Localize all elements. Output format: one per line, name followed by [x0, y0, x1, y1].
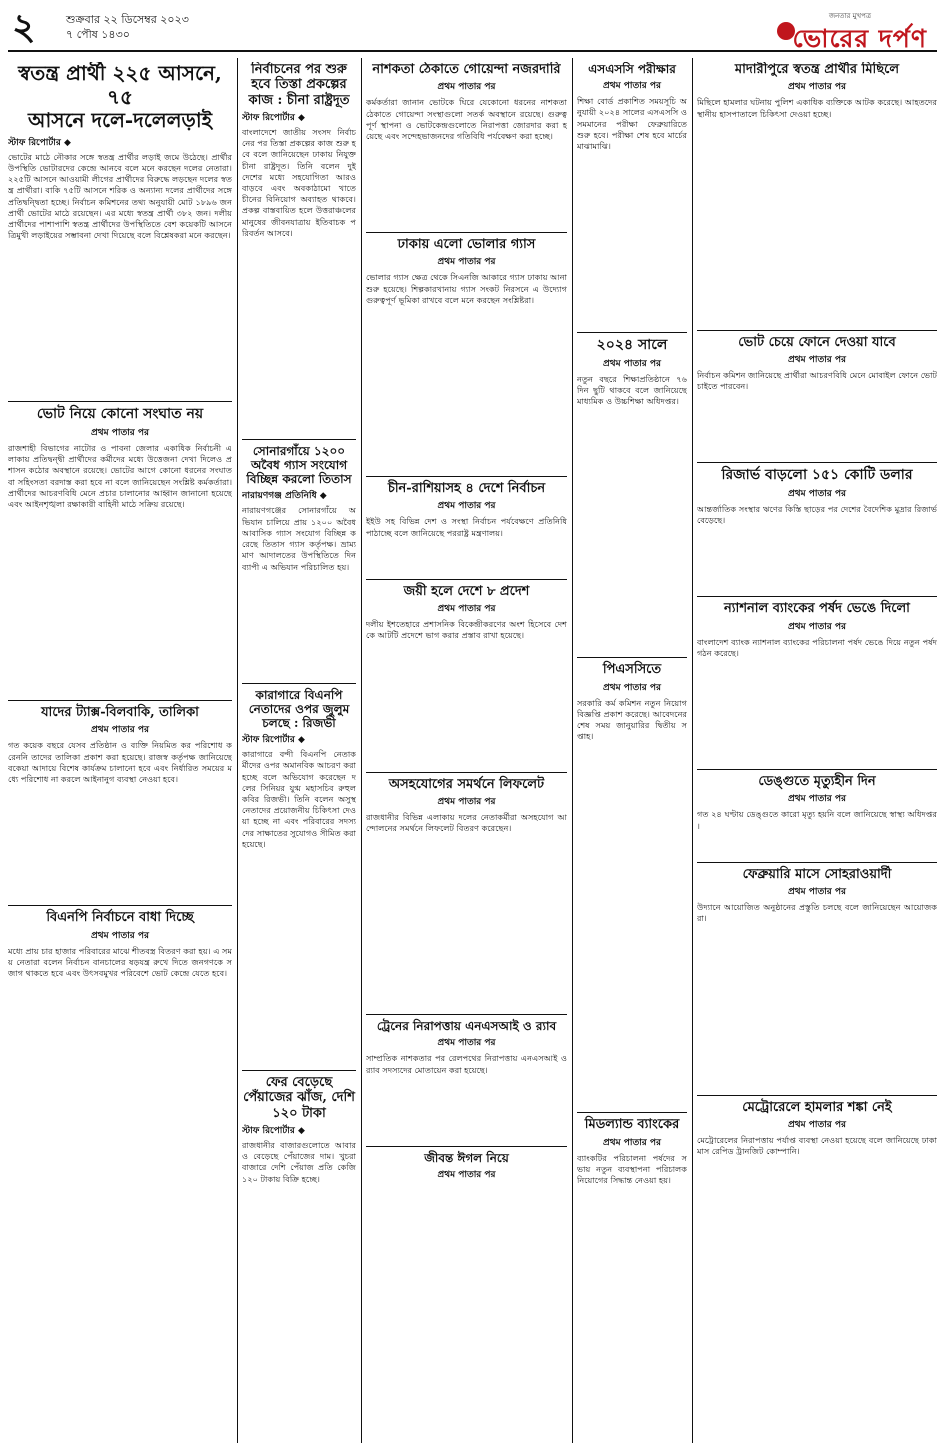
continued-label: প্রথম পাতার পর — [91, 930, 149, 941]
article-headline: নাশকতা ঠেকাতে গোয়েন্দা নজরদারি — [372, 62, 561, 77]
article-box — [366, 476, 567, 539]
continued-label: প্রথম পাতার পর — [788, 82, 846, 93]
article-box — [8, 905, 232, 979]
article-body: রাজশাহী বিভাগের নাটোর ও পাবনা জেলার একাধিক নির্বাচনী এলাকায় প্রতিদ্বন্দ্বী প্রার্থীদের কর্মীদের মধ্যে উত্তেজনা দেখা দিলেও প্রশাসন কঠোর অবস্থানে রয়েছে। ভোটের আগে কোনো ধরনের সংঘাত বা সহিংসতা বরদাস্ত করা হবে না বলে জানিয়েছেন সংশ্লিষ্ট কর্মকর্তারা। প্রার্থীদের আচরণবিধি মেনে প্রচার চালানোর আহ্বান জানানো হয়েছে এবং আইনশৃঙ্খলা রক্ষাকারী বাহিনী মাঠে সক্রিয় রয়েছে। — [8, 442, 232, 509]
article-box — [242, 439, 356, 573]
column-divider — [572, 58, 573, 1443]
article-headline: ফেব্রুয়ারি মাসে সোহরাওয়ার্দী — [742, 866, 892, 882]
article-headline: ডেঙ্গুতে মৃত্যুহীন দিন — [758, 774, 876, 790]
article-box — [366, 1014, 567, 1076]
continued-label: প্রথম পাতার পর — [91, 725, 149, 736]
article-headline: মিডল্যান্ড ব্যাংকের — [584, 1117, 680, 1133]
article-body: মধ্যে প্রায় চার হাজার পরিবারের মাঝে শীতবস্ত্র বিতরণ করা হয়। এ সময় নেতারা বলেন নির্বাচন বানচালের ষড়যন্ত্র রুখে দিতে জনগণকে সজাগ থাকতে হবে এবং উৎসবমুখর পরিবেশে ভোট কেন্দ্রে যেতে হবে। — [8, 945, 232, 979]
article-body: আন্তর্জাতিক সংস্থার ঋণের কিস্তি ছাড়ের পর দেশের বৈদেশিক মুদ্রার রিজার্ভ বেড়েছে। — [697, 503, 937, 526]
article-box — [577, 332, 687, 407]
article-headline: অসহযোগের সমর্থনে লিফলেট — [388, 776, 545, 792]
brand-logo — [761, 10, 931, 53]
article-body: দলীয় ইশতেহারে প্রশাসনিক বিকেন্দ্রীকরণের অংশ হিসেবে দেশকে আটটি প্রদেশে ভাগ করার প্রস্তাব রাখা হয়েছে। — [366, 619, 567, 641]
article-body: বাংলাদেশে জাতীয় সংসদ নির্বাচনের পর তিস্তা প্রকল্পের কাজ শুরু হবে বলে জানিয়েছেন ঢাকায় নিযুক্ত চীনা রাষ্ট্রদূত। তিনি বলেন দুই দেশের মধ্যে সহযোগিতা আরও বাড়বে এবং অবকাঠামো খাতে চীনের বিনিয়োগ অব্যাহত থাকবে। প্রকল্প বাস্তবায়িত হলে উত্তরাঞ্চলের মানুষের জীবনযাত্রায় ইতিবাচক পরিবর্তন আসবে। — [242, 126, 356, 238]
article-body: শিক্ষা বোর্ড প্রকাশিত সময়সূচি অনুযায়ী ২০২৪ সালের এসএসসি ও সমমানের পরীক্ষা ফেব্রুয়ারিতে শুরু হবে। পরীক্ষা শেষ হবে মার্চের মাঝামাঝি। — [577, 96, 687, 151]
continued-label: প্রথম পাতার পর — [603, 1137, 661, 1148]
article-box — [366, 579, 567, 642]
lead-headline-line-2: আসনে দলে-দলেলড়াই — [27, 108, 213, 133]
continued-label: প্রথম পাতার পর — [788, 355, 846, 366]
article-body: সাম্প্রতিক নাশকতার পর রেলপথের নিরাপত্তায় এনএসআই ও র‌্যাব সদস্যদের মোতায়েন করা হয়েছে। — [366, 1053, 567, 1075]
page-number: ২ — [12, 6, 36, 48]
article-headline: ২০২৪ সালে — [596, 337, 668, 354]
article-headline: যাদের ট্যাক্স-বিলবাকি, তালিকা — [41, 705, 199, 721]
article-byline: স্টাফ রিপোর্টার ◆ — [242, 1125, 305, 1136]
date-gregorian: শুক্রবার ২২ ডিসেম্বর ২০২৩ — [66, 13, 189, 26]
newspaper-page — [8, 6, 937, 1445]
article-headline: ট্রেনের নিরাপত্তায় এনএসআই ও র‌্যাব — [376, 1019, 557, 1034]
article-headline: বিএনপি নির্বাচনে বাধা দিচ্ছে — [46, 910, 194, 926]
article-box — [8, 700, 232, 785]
lead-body: ভোটের মাঠে নৌকার সঙ্গে স্বতন্ত্র প্রার্থীর লড়াই জমে উঠেছে। প্রার্থীর উপস্থিতি ভোটারদের কেন্দ্রে আনবে বলে মনে করছেন দলের নেতারা। ২২৫টি আসনে আওয়ামী লীগের প্রার্থীদের বিরুদ্ধে লড়ছেন দলের স্বতন্ত্র প্রার্থীরা। বাকি ৭৫টি আসনে শরিক ও অন্যান্য দলের প্রার্থীদের সঙ্গে প্রতিদ্বন্দ্বিতা হচ্ছে। নির্বাচন কমিশনের তথ্য অনুযায়ী মোট ১৮৯৬ জন প্রার্থী ভোটের মাঠে রয়েছেন। এর মধ্যে স্বতন্ত্র প্রার্থী ৩৮২ জন। দলীয় প্রার্থীদের পাশাপাশি স্বতন্ত্র প্রার্থীদের উপস্থিতিতে বেশ কয়েকটি আসনে ত্রিমুখী লড়াইয়ের সম্ভাবনা দেখা দিয়েছে বলে বিশ্লেষকরা মনে করছেন। — [8, 151, 232, 241]
article-body: ব্যাংকটির পরিচালনা পর্ষদের সভায় নতুন ব্যবস্থাপনা পরিচালক নিয়োগের সিদ্ধান্ত নেওয়া হয়। — [577, 1152, 687, 1186]
article-body: গত কয়েক বছরে যেসব প্রতিষ্ঠান ও ব্যক্তি নিয়মিত কর পরিশোধ করেননি তাদের তালিকা প্রকাশ করা হয়েছে। রাজস্ব কর্তৃপক্ষ জানিয়েছে বকেয়া আদায়ে বিশেষ কার্যক্রম চালানো হবে এবং নির্ধারিত সময়ের মধ্যে পরিশোধ না করলে আইনানুগ ব্যবস্থা নেওয়া হবে। — [8, 740, 232, 785]
continued-label: প্রথম পাতার পর — [603, 358, 661, 369]
article-headline: কারাগারে বিএনপি নেতাদের ওপর জুলুম চলছে : রিজভী — [248, 687, 350, 731]
article-headline: ফের বেড়েছে পেঁয়াজের ঝাঁজ, দেশি ১২০ টাকা — [243, 1075, 355, 1121]
article-headline: জয়ী হলে দেশে ৮ প্রদেশ — [403, 583, 530, 599]
column-divider — [692, 58, 693, 1443]
article-body: কারাগারে বন্দী বিএনপি নেতাকর্মীদের ওপর অমানবিক আচরণ করা হচ্ছে বলে অভিযোগ করেছেন দলের সিনিয়র যুগ্ম মহাসচিব রুহুল কবির রিজভী। তিনি বলেন অসুস্থ নেতাদের প্রয়োজনীয় চিকিৎসা দেওয়া হচ্ছে না এবং পরিবারের সদস্যদের সাক্ষাতের সুযোগও সীমিত করা হয়েছে। — [242, 749, 356, 849]
article-headline: পিএসসিতে — [602, 662, 662, 678]
column-divider — [361, 58, 362, 1443]
article-box — [697, 330, 937, 393]
article-body: বাংলাদেশ ব্যাংক ন্যাশনাল ব্যাংকের পরিচালনা পর্ষদ ভেঙে দিয়ে নতুন পর্ষদ গঠন করেছে। — [697, 636, 937, 658]
article-box — [366, 1146, 567, 1182]
article-box — [366, 232, 567, 306]
article-byline: স্টাফ রিপোর্টার ◆ — [242, 112, 305, 123]
article-headline: ন্যাশনাল ব্যাংকের পর্ষদ ভেঙে দিলো — [724, 601, 910, 617]
article-body: রাজধানীর বিভিন্ন এলাকায় দলের নেতাকর্মীরা অসহযোগ আন্দোলনের সমর্থনে লিফলেট বিতরণ করেছেন। — [366, 811, 567, 834]
article-headline: সোনারগাঁয়ে ১২০০ অবৈধ গ্যাস সংযোগ বিচ্ছিন্ন করলো তিতাস — [246, 444, 352, 487]
article-box — [577, 1112, 687, 1186]
article-headline: এসএসসি পরীক্ষার — [588, 62, 676, 76]
article-box — [366, 772, 567, 835]
continued-label: প্রথম পাতার পর — [603, 682, 661, 693]
column-divider — [237, 58, 238, 1443]
continued-label: প্রথম পাতার পর — [788, 887, 846, 898]
article-headline: রিজার্ভ বাড়লো ১৫১ কোটি ডলার — [721, 467, 913, 484]
column-3 — [366, 62, 567, 1442]
article-body: মেট্রোরেলের নিরাপত্তায় পর্যাপ্ত ব্যবস্থা নেওয়া হয়েছে বলে জানিয়েছে ঢাকা মাস রেপিড ট্রানজিট কোম্পানি। — [697, 1134, 937, 1157]
masthead — [8, 6, 937, 52]
article-box — [697, 862, 937, 925]
continued-label: প্রথম পাতার পর — [437, 604, 496, 615]
article-headline: নির্বাচনের পর শুরু হবে তিস্তা প্রকল্পের কাজ : চীনা রাষ্ট্রদূত — [248, 62, 350, 108]
article-box — [242, 683, 356, 850]
article-body: ভোলার গ্যাস ক্ষেত্র থেকে সিএনজি আকারে গ্যাস ঢাকায় আনা শুরু হয়েছে। শিল্পকারখানায় গ্যাস সংকট নিরসনে এ উদ্যোগ গুরুত্বপূর্ণ ভূমিকা রাখবে বলে মনে করছেন সংশ্লিষ্টরা। — [366, 272, 567, 305]
article-body: মিছিলে হামলার ঘটনায় পুলিশ একাধিক ব্যক্তিকে আটক করেছে। আহতদের স্থানীয় হাসপাতালে চিকিৎসা দেওয়া হচ্ছে। — [697, 97, 937, 119]
lead-byline: স্টাফ রিপোর্টার ◆ — [8, 137, 71, 148]
continued-label: প্রথম পাতার পর — [788, 1119, 846, 1130]
article-box — [8, 401, 232, 510]
article-body: নারায়ণগঞ্জের সোনারগাঁয়ে অভিযান চালিয়ে প্রায় ১২০০ অবৈধ আবাসিক গ্যাস সংযোগ বিচ্ছিন্ন করেছে তিতাস গ্যাস কর্তৃপক্ষ। ভ্রাম্যমাণ আদালতের উপস্থিতিতে দিনব্যাপী এ অভিযান পরিচালিত হয়। — [242, 505, 356, 572]
article-body: সরকারি কর্ম কমিশন নতুন নিয়োগ বিজ্ঞপ্তি প্রকাশ করেছে। আবেদনের শেষ সময় জানুয়ারির দ্বিতীয় সপ্তাহ। — [577, 697, 687, 742]
continued-label: প্রথম পাতার পর — [788, 488, 846, 499]
continued-label: প্রথম পাতার পর — [437, 1038, 496, 1049]
article-box — [697, 1095, 937, 1158]
lead-headline-line-1: স্বতন্ত্র প্রার্থী ২২৫ আসনে, ৭৫ — [18, 62, 222, 109]
article-headline: মেট্রোরেলে হামলার শঙ্কা নেই — [742, 1099, 892, 1115]
brand-tagline: জনতার মুখপত্র — [828, 12, 871, 20]
brand-name: ভোরের দর্পণ — [792, 24, 927, 53]
article-body: ইইউ সহ বিভিন্ন দেশ ও সংস্থা নির্বাচন পর্যবেক্ষণে প্রতিনিধি পাঠাচ্ছে বলে জানিয়েছে পররাষ্ট্র মন্ত্রণালয়। — [366, 516, 567, 538]
continued-label: প্রথম পাতার পর — [788, 794, 846, 805]
article-box — [577, 657, 687, 742]
article-headline: জীবন্ত ঈগল নিয়ে — [424, 1150, 509, 1165]
article-body: নতুন বছরে শিক্ষাপ্রতিষ্ঠানে ৭৬ দিন ছুটি থাকবে বলে জানিয়েছে মাধ্যমিক ও উচ্চশিক্ষা অধিদপ্তর। — [577, 373, 687, 407]
column-2 — [242, 62, 356, 1442]
continued-label: প্রথম পাতার পর — [788, 621, 846, 632]
date-block — [66, 12, 189, 42]
continued-label: প্রথম পাতার পর — [603, 81, 661, 92]
article-headline: ঢাকায় এলো ভোলার গ্যাস — [397, 237, 536, 253]
column-5 — [697, 62, 937, 1442]
continued-label: প্রথম পাতার পর — [437, 82, 496, 93]
article-byline: নারায়ণগঞ্জ প্রতিনিধি ◆ — [242, 491, 327, 502]
article-body: উদ্যানে আয়োজিত অনুষ্ঠানের প্রস্তুতি চলছে বলে জানিয়েছেন আয়োজকরা। — [697, 902, 937, 924]
continued-label: প্রথম পাতার পর — [437, 1170, 496, 1180]
continued-label: প্রথম পাতার পর — [437, 501, 496, 512]
lead-column — [8, 62, 232, 1442]
article-body: রাজধানীর বাজারগুলোতে আবারও বেড়েছে পেঁয়াজের দাম। খুচরা বাজারে দেশি পেঁয়াজ প্রতি কেজি ১২০ টাকায় বিক্রি হচ্ছে। — [242, 1139, 356, 1184]
lead-body-continued — [8, 241, 232, 401]
article-body: কর্মকর্তারা জানান ভোটকে ঘিরে যেকোনো ধরনের নাশকতা ঠেকাতে গোয়েন্দা সংস্থাগুলো সতর্ক অবস্থানে রয়েছে। গুরুত্বপূর্ণ স্থাপনা ও ভোটকেন্দ্রগুলোতে নিরাপত্তা জোরদার করা হয়েছে এবং সন্দেহভাজনদের গতিবিধি পর্যবেক্ষণ করা হচ্ছে। — [366, 97, 567, 141]
article-headline: ভোট চেয়ে ফোনে দেওয়া যাবে — [738, 334, 896, 350]
article-byline: স্টাফ রিপোর্টার ◆ — [242, 735, 305, 746]
column-4 — [577, 62, 687, 1442]
article-box — [697, 462, 937, 526]
article-body: গত ২৪ ঘণ্টায় ডেঙ্গুতে কারো মৃত্যু হয়নি বলে জানিয়েছে স্বাস্থ্য অধিদপ্তর। — [697, 809, 937, 831]
article-headline: ভোট নিয়ে কোনো সংঘাত নয় — [36, 406, 204, 423]
article-box — [242, 1070, 356, 1185]
article-box — [697, 596, 937, 659]
date-bengali: ৭ পৌষ ১৪৩০ — [66, 28, 130, 41]
article-headline: চীন-রাশিয়াসহ ৪ দেশে নির্বাচন — [387, 481, 546, 497]
continued-label: প্রথম পাতার পর — [91, 427, 149, 438]
article-headline: মাদারীপুরে স্বতন্ত্র প্রার্থীর মিছিলে — [734, 62, 900, 77]
article-box — [697, 769, 937, 832]
continued-label: প্রথম পাতার পর — [437, 796, 496, 807]
continued-label: প্রথম পাতার পর — [437, 257, 496, 268]
article-body: নির্বাচন কমিশন জানিয়েছে প্রার্থীরা আচরণবিধি মেনে মোবাইল ফোনে ভোট চাইতে পারবেন। — [697, 370, 937, 392]
